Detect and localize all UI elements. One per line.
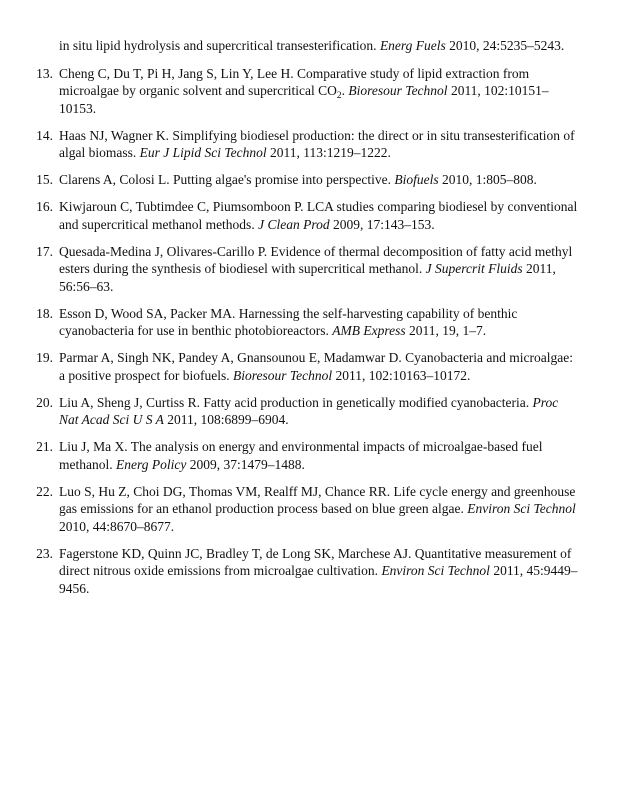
reference-text: Kiwjaroun C, Tubtimdee C, Piumsomboon P. LCA studies comparing biodiesel by conventional and supercritical methanol methods. [59, 199, 578, 232]
reference-entry [0, 243, 617, 296]
reference-entry [0, 65, 617, 118]
reference-text: 2011, 19, 1–7. [405, 323, 487, 338]
reference-number: 15. [36, 172, 53, 187]
reference-text: Clarens A, Colosi L. Putting algae's promise into perspective. [59, 172, 395, 187]
reference-number: 18. [36, 305, 53, 321]
reference-entry [0, 394, 617, 429]
reference-entry [0, 127, 617, 162]
reference-text: Parmar A, Singh NK, Pandey A, Gnansounou E, Madamwar D. Cyanobacteria and microalgae: a positive prospect for biofuels. [59, 350, 574, 383]
reference-entry-continued [0, 37, 617, 55]
reference-text: Liu A, Sheng J, Curtiss R. Fatty acid production in genetically modified cyanobacteria. [59, 394, 533, 410]
reference-text: 2011, 102:10151–10153. [59, 83, 549, 116]
reference-entry [0, 545, 617, 598]
reference-entry [0, 305, 617, 340]
reference-entry [0, 198, 617, 233]
reference-number: 14. [36, 127, 53, 143]
reference-text: Liu J, Ma X. The analysis on energy and environmental impacts of microalgae-based fuel methanol. [59, 439, 543, 472]
journal-name: Biofuels [394, 172, 439, 187]
journal-name: J Clean Prod [258, 216, 330, 232]
journal-name: Environ Sci Technol [381, 563, 490, 578]
reference-number: 21. [36, 439, 53, 454]
reference-list [0, 37, 617, 607]
reference-text: 2010, 24:5235–5243. [445, 38, 565, 53]
reference-number: 23. [36, 545, 53, 561]
reference-text: 2009, 37:1479–1488. [186, 456, 305, 472]
reference-number: 19. [36, 350, 53, 365]
journal-name: Bioresour Technol [232, 367, 333, 383]
reference-entry [0, 483, 617, 536]
reference-text: Fagerstone KD, Quinn JC, Bradley T, de Long SK, Marchese AJ. Quantitative measurement of direct nitrous oxide emissions from microalgae cultivation. [59, 545, 572, 578]
reference-text: 2011, 108:6899–6904. [163, 412, 289, 427]
reference-text: Luo S, Hu Z, Choi DG, Thomas VM, Realff MJ, Chance RR. Life cycle energy and greenhouse gas emissions for an ethanol production process based on blue green algae. [59, 483, 576, 516]
reference-entry [0, 438, 617, 473]
reference-text: in situ lipid hydrolysis and supercritical transesterification. [59, 38, 380, 53]
reference-number: 16. [36, 199, 53, 214]
reference-number: 22. [36, 483, 53, 499]
reference-number: 13. [36, 65, 53, 81]
reference-text: 2011, 102:10163–10172. [332, 367, 471, 383]
reference-text: 2011, 113:1219–1222. [266, 145, 391, 160]
journal-name: Eur J Lipid Sci Technol [139, 145, 267, 160]
journal-name: Environ Sci Technol [467, 501, 576, 516]
reference-text: 2010, 1:805–808. [438, 172, 537, 187]
reference-text: . [341, 83, 349, 98]
reference-text: 2009, 17:143–153. [329, 216, 435, 232]
reference-number: 17. [36, 243, 53, 259]
journal-name: J Supercrit Fluids [425, 261, 523, 276]
reference-text: Esson D, Wood SA, Packer MA. Harnessing the self-harvesting capability of benthic cyanobacteria for use in benthic photobioreactors. [59, 305, 518, 338]
reference-text: 2011, 56:56–63. [59, 261, 556, 294]
reference-text: Haas NJ, Wagner K. Simplifying biodiesel production: the direct or in situ transesterification of algal biomass. [59, 127, 575, 160]
journal-name: Proc Nat Acad Sci U S A [59, 394, 559, 427]
subscript: 2 [336, 91, 342, 101]
reference-text: Quesada-Medina J, Olivares-Carillo P. Evidence of thermal decomposition of fatty acid methyl esters during the synthesis of biodiesel with supercritical methanol. [59, 243, 573, 276]
reference-text: Cheng C, Du T, Pi H, Jang S, Lin Y, Lee H. Comparative study of lipid extraction from microalgae by organic solvent and supercritical CO [59, 65, 530, 98]
journal-name: Energ Fuels [379, 38, 446, 53]
journal-name: Energ Policy [116, 456, 187, 472]
reference-number: 20. [36, 394, 53, 410]
reference-text: 2010, 44:8670–8677. [59, 518, 175, 534]
journal-name: AMB Express [332, 323, 406, 338]
reference-text: 2011, 45:9449–9456. [59, 563, 578, 596]
journal-name: Bioresour Technol [348, 83, 448, 98]
reference-entry [0, 349, 617, 384]
reference-entry [0, 171, 617, 189]
